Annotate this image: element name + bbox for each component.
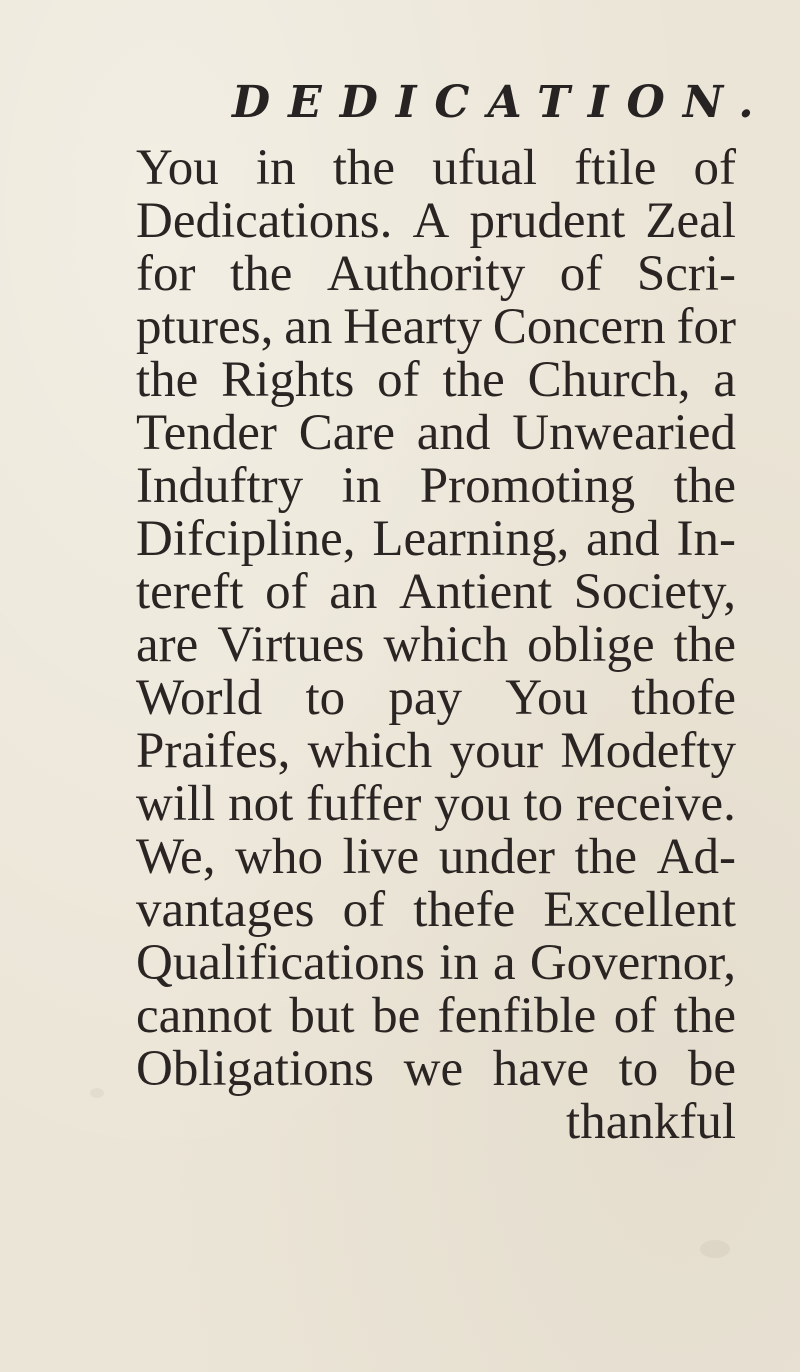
word: an: [329, 564, 378, 620]
word: of: [693, 140, 736, 196]
word: Society,: [573, 564, 736, 620]
word: Care: [298, 405, 395, 461]
word: we: [403, 1041, 464, 1097]
word: Qualifications: [136, 935, 425, 991]
text-line: [136, 990, 736, 1043]
word: A: [412, 193, 450, 249]
text-line: [136, 619, 736, 672]
word: Hearty: [343, 299, 483, 355]
word: but: [289, 988, 355, 1044]
text-line: [136, 248, 736, 301]
word: receive.: [575, 776, 736, 832]
word: Authority: [326, 246, 526, 302]
word: a: [713, 352, 736, 408]
word: not: [228, 776, 294, 832]
word: in: [341, 458, 382, 514]
word: fuffer: [306, 776, 422, 832]
word: Promoting: [419, 458, 636, 514]
word: Dedications.: [136, 193, 393, 249]
text-line: [136, 1043, 736, 1096]
text-line: [136, 142, 736, 195]
word: of: [559, 246, 603, 302]
paper-stain: [700, 1240, 730, 1258]
text-line: [136, 884, 736, 937]
word: World: [136, 670, 263, 726]
word: Zeal: [645, 193, 736, 249]
word: We,: [136, 829, 216, 885]
word: Tender: [136, 405, 277, 461]
word: Difcipline,: [136, 511, 356, 567]
word: of: [265, 564, 308, 620]
word: thefe: [413, 882, 516, 938]
word: ufual: [432, 140, 538, 196]
text-line: [136, 407, 736, 460]
text-line: [136, 301, 736, 354]
word: In-: [676, 511, 736, 567]
word: You: [505, 670, 588, 726]
word: the: [230, 246, 293, 302]
text-line: [136, 513, 736, 566]
word: Concern: [492, 299, 666, 355]
text-line: [136, 195, 736, 248]
paper-stain: [90, 1088, 104, 1098]
word: you: [434, 776, 511, 832]
word: your: [449, 723, 544, 779]
word: Obligations: [136, 1041, 374, 1097]
text-line: [136, 460, 736, 513]
word: will: [136, 776, 216, 832]
word: the: [574, 829, 637, 885]
word: prudent: [469, 193, 626, 249]
word: to: [523, 776, 564, 832]
text-line: [136, 831, 736, 884]
word: in: [439, 935, 479, 991]
word: live: [342, 829, 420, 885]
word: Ad-: [656, 829, 736, 885]
text-line: [136, 1096, 736, 1149]
word: Excellent: [543, 882, 736, 938]
word: Governor,: [529, 935, 736, 991]
word: which: [383, 617, 509, 673]
word: in: [255, 140, 296, 196]
word: vantages: [136, 882, 315, 938]
word: Modefty: [560, 723, 736, 779]
word: a: [493, 935, 516, 991]
word: who: [235, 829, 323, 885]
word: of: [377, 352, 420, 408]
text-line: [136, 937, 736, 990]
word: the: [332, 140, 396, 196]
word: for: [676, 299, 736, 355]
word: oblige: [527, 617, 655, 673]
word: Learning,: [372, 511, 570, 567]
word: which: [307, 723, 433, 779]
text-line: [136, 778, 736, 831]
word: thofe: [631, 670, 736, 726]
running-head: DEDICATION.: [232, 77, 772, 128]
word: are: [136, 617, 199, 673]
word: to: [618, 1041, 659, 1097]
word: Scri-: [636, 246, 736, 302]
text-line: [136, 566, 736, 619]
word: have: [492, 1041, 589, 1097]
word: Antient: [398, 564, 552, 620]
word: Church,: [527, 352, 691, 408]
text-line: [136, 725, 736, 778]
word: Virtues: [217, 617, 365, 673]
word: Praifes,: [136, 723, 291, 779]
word: ptures,: [136, 299, 274, 355]
word: of: [342, 882, 386, 938]
word: thankful: [566, 1094, 736, 1150]
dedication-text: [136, 142, 736, 1149]
word: ftile: [574, 140, 657, 196]
text-line: [136, 672, 736, 725]
word: the: [442, 352, 505, 408]
word: be: [372, 988, 421, 1044]
word: Induftry: [136, 458, 304, 514]
word: to: [305, 670, 346, 726]
word: cannot: [136, 988, 272, 1044]
word: Unwearied: [512, 405, 736, 461]
word: for: [136, 246, 196, 302]
word: You: [136, 140, 219, 196]
word: the: [673, 617, 736, 673]
word: pay: [388, 670, 462, 726]
word: the: [673, 458, 736, 514]
word: an: [284, 299, 333, 355]
word: the: [136, 352, 199, 408]
text-line: [136, 354, 736, 407]
word: and: [416, 405, 491, 461]
word: fenfible: [437, 988, 597, 1044]
word: be: [687, 1041, 736, 1097]
word: of: [613, 988, 657, 1044]
word: tereft: [136, 564, 244, 620]
word: under: [438, 829, 555, 885]
word: Rights: [221, 352, 355, 408]
word: and: [586, 511, 660, 567]
word: the: [673, 988, 736, 1044]
